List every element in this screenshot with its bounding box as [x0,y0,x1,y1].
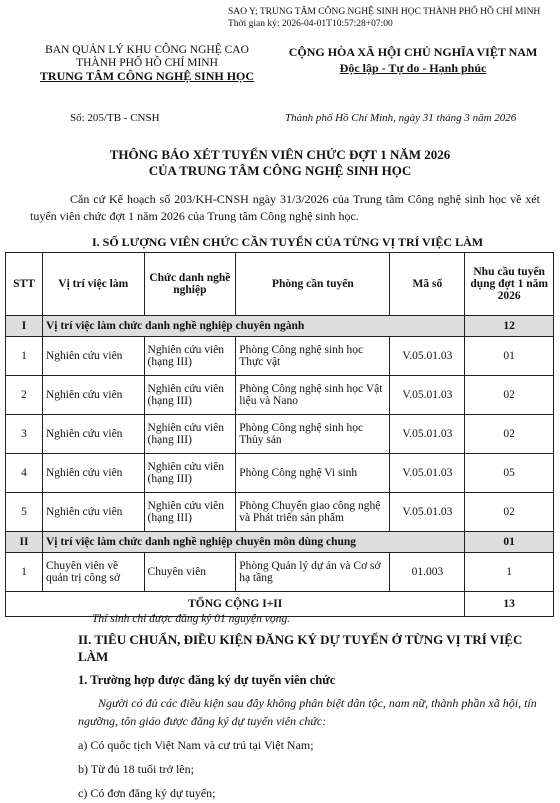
group-stt: II [6,532,43,553]
cell-stt: 3 [6,415,43,454]
cell-department: Phòng Công nghệ sinh học Thực vật [236,337,390,376]
col-title: Chức danh nghề nghiệp [144,253,236,316]
title-line-1: THÔNG BÁO XÉT TUYỂN VIÊN CHỨC ĐỢT 1 NĂM 2026 [109,147,451,162]
total-label: TỔNG CỘNG I+II [6,592,465,617]
digital-signature-stamp [228,6,548,30]
agency-line-2: THÀNH PHỐ HỒ CHÍ MINH [76,57,218,69]
document-title [20,147,540,179]
condition-item-c: c) Có đơn đăng ký dự tuyển; [78,786,216,800]
cell-stt: 1 [6,553,43,592]
cell-code: V.05.01.03 [390,493,465,532]
subsection-1-heading: 1. Trường hợp được đăng ký dự tuyển viên chức [78,673,336,687]
col-stt: STT [6,253,43,316]
cell-title: Nghiên cứu viên (hạng III) [144,493,236,532]
col-position: Vị trí việc làm [42,253,144,316]
col-code: Mã số [390,253,465,316]
cell-code: V.05.01.03 [390,415,465,454]
table-row [6,553,554,592]
document-number: Số: 205/TB - CNSH [70,112,160,124]
cell-position: Chuyên viên về quản trị công sở [42,553,144,592]
intro-paragraph: Căn cứ Kế hoạch số 203/KH-CNSH ngày 31/3/2026 của Trung tâm Công nghệ sinh học về xét tuyển viên chức đợt 1 năm 2026 của Trung tâm Công nghệ sinh học. [30,192,540,223]
cell-quota: 1 [465,553,554,592]
cell-stt: 4 [6,454,43,493]
table-row [6,415,554,454]
total-value: 13 [465,592,554,617]
table-row [6,454,554,493]
cell-quota: 02 [465,415,554,454]
national-motto: Độc lập - Tự do - Hạnh phúc [339,61,487,75]
cell-stt: 5 [6,493,43,532]
group-label: Vị trí việc làm chức danh nghề nghiệp chuyên môn dùng chung [42,532,464,553]
cell-position: Nghiên cứu viên [42,376,144,415]
cell-quota: 05 [465,454,554,493]
cell-title: Nghiên cứu viên (hạng III) [144,376,236,415]
place-date: Thành phố Hồ Chí Minh, ngày 31 tháng 3 năm 2026 [285,112,517,124]
cell-position: Nghiên cứu viên [42,493,144,532]
cell-position: Nghiên cứu viên [42,337,144,376]
cell-title: Nghiên cứu viên (hạng III) [144,415,236,454]
cell-code: V.05.01.03 [390,376,465,415]
agency-line-3: TRUNG TÂM CÔNG NGHỆ SINH HỌC [39,69,255,83]
recruitment-table [5,252,554,617]
condition-item-b: b) Từ đủ 18 tuổi trở lên; [78,762,194,776]
country-name: CỘNG HÒA XÃ HỘI CHỦ NGHĨA VIỆT NAM [288,45,538,59]
section-2-heading: II. TIÊU CHUẨN, ĐIỀU KIỆN ĐĂNG KÝ DỰ TUYỂN Ở TỪNG VỊ TRÍ VIỆC LÀM [78,632,523,664]
group-label: Vị trí việc làm chức danh nghề nghiệp chuyên ngành [42,316,464,337]
table-row [6,337,554,376]
cell-stt: 2 [6,376,43,415]
cell-code: V.05.01.03 [390,454,465,493]
subsection-1-intro: Người có đủ các điều kiện sau đây không phân biệt dân tộc, nam nữ, thành phần xã hội, tín ngưỡng, tôn giáo được đăng ký dự tuyển viên chức: [78,696,537,728]
col-quota: Nhu cầu tuyển dụng đợt 1 năm 2026 [465,253,554,316]
group-total: 01 [465,532,554,553]
title-line-2: CỦA TRUNG TÂM CÔNG NGHỆ SINH HỌC [148,163,412,178]
table-row [6,376,554,415]
national-header [278,44,548,76]
cell-title: Nghiên cứu viên (hạng III) [144,454,236,493]
section-1-heading: I. SỐ LƯỢNG VIÊN CHỨC CẦN TUYỂN CỦA TỪNG VỊ TRÍ VIỆC LÀM [92,235,484,249]
table-row [6,493,554,532]
cell-department: Phòng Công nghệ Vi sinh [236,454,390,493]
cell-code: V.05.01.03 [390,337,465,376]
cell-code: 01.003 [390,553,465,592]
cell-department: Phòng Công nghệ sinh học Vật liệu và Nano [236,376,390,415]
cell-quota: 01 [465,337,554,376]
cell-department: Phòng Chuyển giao công nghệ và Phát triển sản phẩm [236,493,390,532]
col-department: Phòng cần tuyển [236,253,390,316]
group-total: 12 [465,316,554,337]
cell-quota: 02 [465,493,554,532]
table-header-row [6,253,554,316]
cell-position: Nghiên cứu viên [42,454,144,493]
condition-item-a: a) Có quốc tịch Việt Nam và cư trú tại Việt Nam; [78,738,314,752]
stamp-line-1: SAO Y; TRUNG TÂM CÔNG NGHỆ SINH HỌC THÀNH PHỐ HỒ CHÍ MINH [228,7,541,17]
agency-header [22,44,272,83]
cell-quota: 02 [465,376,554,415]
group-row-2 [6,532,554,553]
group-stt: I [6,316,43,337]
cell-stt: 1 [6,337,43,376]
group-row-1 [6,316,554,337]
agency-line-1: BAN QUẢN LÝ KHU CÔNG NGHỆ CAO [45,44,249,56]
cell-position: Nghiên cứu viên [42,415,144,454]
stamp-line-2: Thời gian ký: 2026-04-01T10:57:28+07:00 [228,19,393,29]
cell-department: Phòng Quản lý dự án và Cơ sở hạ tầng [236,553,390,592]
cell-title: Chuyên viên [144,553,236,592]
cell-department: Phòng Công nghệ sinh học Thủy sản [236,415,390,454]
cell-title: Nghiên cứu viên (hạng III) [144,337,236,376]
registration-note: Thí sinh chỉ được đăng ký 01 nguyện vọng. [92,613,290,625]
